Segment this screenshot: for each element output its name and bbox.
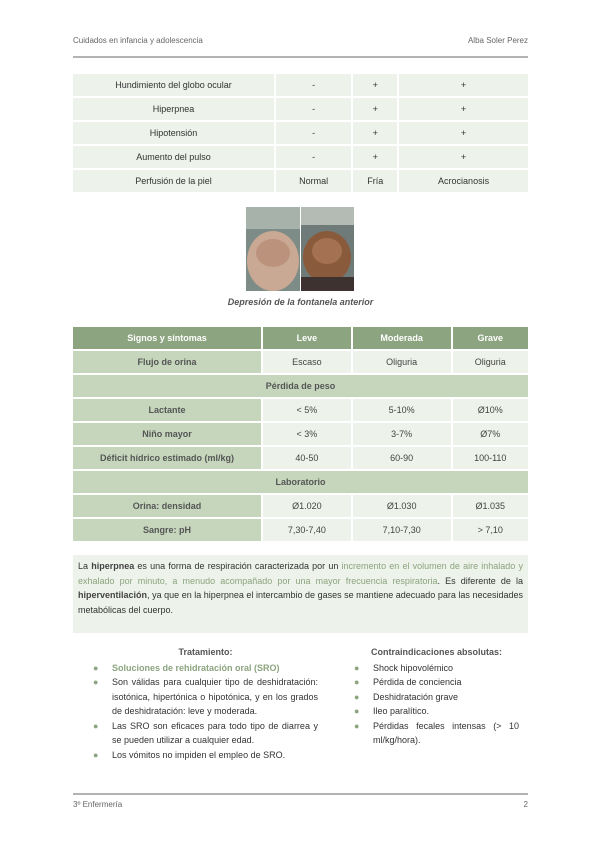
list-item-text: Ileo paralítico. [373, 706, 430, 716]
info-text: La [78, 561, 92, 571]
cell-label: Hipotensión [73, 122, 274, 144]
cell-value: Ø7% [453, 423, 528, 445]
header-course: Cuidados en infancia y adolescencia [73, 36, 203, 45]
fontanelle-photo [246, 207, 354, 291]
bullet-icon: ● [93, 749, 99, 760]
dehydration-table [71, 325, 530, 543]
cell-value: Ø1.030 [353, 495, 451, 517]
table-section-row [73, 375, 528, 397]
list-item [93, 719, 318, 748]
list-item [354, 661, 519, 676]
cell-value: + [353, 122, 397, 144]
list-item-text: Soluciones de rehidratación oral (SRO) [112, 662, 280, 673]
contraindications-list [354, 661, 519, 748]
list-item [354, 719, 519, 748]
list-item [93, 661, 318, 676]
bullet-icon: ● [354, 720, 360, 731]
bullet-icon: ● [354, 662, 360, 673]
cell-value: Oliguria [353, 351, 451, 373]
table-row [73, 519, 528, 541]
row-label: Lactante [73, 399, 261, 421]
cell-value: 7,30-7,40 [263, 519, 351, 541]
cell-value: 60-90 [353, 447, 451, 469]
table-row [73, 146, 528, 168]
table-row [73, 447, 528, 469]
list-item-text: Deshidratación grave [373, 691, 459, 702]
bullet-icon: ● [354, 677, 360, 687]
cell-value: Escaso [263, 351, 351, 373]
column-header: Grave [453, 327, 528, 349]
cell-value: > 7,10 [453, 519, 528, 541]
header-divider [73, 56, 528, 58]
cell-value: + [399, 146, 528, 168]
cell-value: - [276, 146, 351, 168]
cell-value: - [276, 122, 351, 144]
cell-value: 40-50 [263, 447, 351, 469]
table-row [73, 495, 528, 517]
cell-value: - [276, 74, 351, 96]
cell-value: 100-110 [453, 447, 528, 469]
contraindications-title: Contraindicaciones absolutas: [370, 647, 503, 657]
table-row [73, 423, 528, 445]
cell-value: Ø1.020 [263, 495, 351, 517]
cell-value: Acrocianosis [399, 170, 528, 192]
photo-caption: Depresión de la fontanela anterior [227, 297, 374, 307]
list-item [354, 704, 519, 719]
table-section-row [73, 471, 528, 493]
list-item-text: Pérdida de conciencia [373, 677, 462, 687]
cell-value: Ø10% [453, 399, 528, 421]
bullet-icon: ● [93, 662, 99, 673]
section-label: Laboratorio [73, 471, 528, 493]
row-label: Flujo de orina [73, 351, 261, 373]
table-row [73, 122, 528, 144]
cell-value: Oliguria [453, 351, 528, 373]
list-item [93, 748, 318, 763]
info-term: hiperventilación [78, 590, 148, 600]
cell-value: < 5% [263, 399, 351, 421]
fontanelle-photo-graphic [246, 207, 354, 291]
column-header: Signos y síntomas [73, 327, 261, 349]
list-item-text: Shock hipovolémico [373, 662, 454, 673]
treatment-title: Tratamiento: [178, 647, 233, 657]
list-item-text: Los vómitos no impiden el empleo de SRO. [112, 749, 286, 760]
treatment-list [93, 661, 318, 763]
cell-value: + [353, 146, 397, 168]
list-item-text: Pérdidas fecales intensas (> 10 ml/kg/hora). [373, 720, 519, 745]
footer-course-year: 3º Enfermería [73, 800, 123, 809]
table-row [73, 74, 528, 96]
bullet-icon: ● [93, 720, 99, 731]
column-header: Leve [263, 327, 351, 349]
row-label: Orina: densidad [73, 495, 261, 517]
row-label: Déficit hídrico estimado (ml/kg) [73, 447, 261, 469]
row-label: Niño mayor [73, 423, 261, 445]
list-item [93, 675, 318, 719]
cell-value: + [353, 98, 397, 120]
info-text: es una forma de respiración caracterizada por un [134, 561, 342, 571]
table-row [73, 98, 528, 120]
bullet-icon: ● [354, 691, 360, 702]
cell-value: Fría [353, 170, 397, 192]
cell-value: < 3% [263, 423, 351, 445]
cell-value: + [353, 74, 397, 96]
list-item [354, 675, 519, 690]
info-text: . Es diferente de la [437, 575, 523, 586]
hyperpnea-info-box [73, 555, 528, 633]
signs-table [71, 72, 530, 194]
cell-label: Hiperpnea [73, 98, 274, 120]
cell-value: 3-7% [353, 423, 451, 445]
row-label: Sangre: pH [73, 519, 261, 541]
cell-label: Hundimiento del globo ocular [73, 74, 274, 96]
list-item-text: Son válidas para cualquier tipo de deshidratación: isotónica, hipertónica o hipotónica, y en los grados de deshidratación: leve y moderada. [112, 677, 318, 716]
header-author: Alba Soler Perez [467, 36, 528, 45]
cell-value: 7,10-7,30 [353, 519, 451, 541]
table-row [73, 170, 528, 192]
cell-value: + [399, 74, 528, 96]
list-item-text: Las SRO son eficaces para todo tipo de diarrea y se pueden utilizar a cualquier edad. [112, 720, 318, 745]
cell-value: Ø1.035 [453, 495, 528, 517]
bullet-icon: ● [354, 706, 360, 716]
page-number: 2 [523, 800, 528, 809]
contraindications-section [354, 645, 519, 748]
info-term: hiperpnea [91, 561, 135, 571]
table-header-row [73, 327, 528, 349]
cell-label: Aumento del pulso [73, 146, 274, 168]
footer-divider [73, 793, 528, 795]
info-highlight: incremento en el volumen de aire inhalado y exhalado por minuto, a menudo acompañado por una mayor frecuencia respiratoria [78, 561, 523, 586]
treatment-section [93, 645, 318, 762]
list-item [354, 690, 519, 705]
cell-value: Normal [276, 170, 351, 192]
cell-label: Perfusión de la piel [73, 170, 274, 192]
info-text: , ya que en la hiperpnea el intercambio de gases se mantiene adecuado para las necesidades metabólicas del cuerpo. [78, 590, 523, 615]
column-header: Moderada [353, 327, 451, 349]
cell-value: - [276, 98, 351, 120]
table-row [73, 351, 528, 373]
cell-value: + [399, 98, 528, 120]
bullet-icon: ● [93, 677, 99, 687]
cell-value: + [399, 122, 528, 144]
cell-value: 5-10% [353, 399, 451, 421]
section-label: Pérdida de peso [73, 375, 528, 397]
table-row [73, 399, 528, 421]
